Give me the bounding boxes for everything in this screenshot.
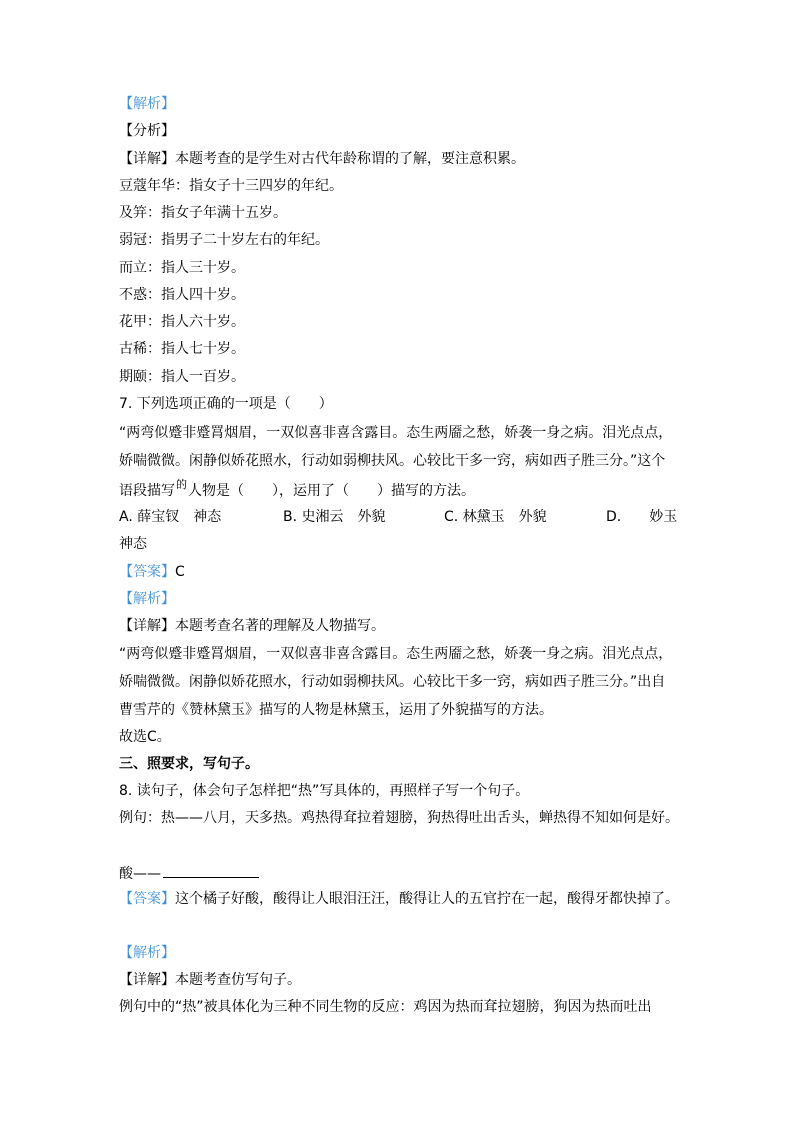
q8-sour-prefix: 酸—— xyxy=(119,866,161,882)
answer-tag: 【答案】 xyxy=(119,564,175,580)
detail2-quote-line1: “两弯似蹙非蹙罥烟眉，一双似喜非喜含露目。态生两靥之愁，娇袭一身之病。泪光点点， xyxy=(119,646,673,662)
answer-blank[interactable] xyxy=(163,863,259,878)
answer-line-8 xyxy=(119,890,679,908)
age-term-line: 古稀：指人七十岁。 xyxy=(119,341,245,357)
answer-tag-8: 【答案】 xyxy=(119,891,175,907)
age-term-line: 而立：指人三十岁。 xyxy=(119,260,245,276)
answer-line xyxy=(119,563,185,581)
detail3-line2: 例句中的“热”被具体化为三种不同生物的反应：鸡因为热而耷拉翅膀，狗因为热而吐出 xyxy=(119,999,652,1015)
question-7: 7. 下列选项正确的一项是（ ） xyxy=(119,396,333,412)
option-d-cont: 神态 xyxy=(119,536,147,552)
detail-line: 【详解】本题考查的是学生对古代年龄称谓的了解，要注意积累。 xyxy=(119,151,525,167)
analysis-tag-2: 【解析】 xyxy=(119,591,175,607)
age-term-line: 花甲：指人六十岁。 xyxy=(119,314,245,330)
q7-l3c: 人物是（ ），运用了（ ）描写的方法。 xyxy=(188,483,475,499)
q8-example: 例句：热——八月，天多热。鸡热得耷拉着翅膀，狗热得吐出舌头，蝉热得不知如何是好。 xyxy=(119,810,679,826)
analysis-tag-3: 【解析】 xyxy=(119,945,175,961)
age-term-line: 不惑：指人四十岁。 xyxy=(119,287,245,303)
q7-l3b: 的 xyxy=(176,478,187,491)
answer-value: C xyxy=(175,564,185,580)
detail-line-2: 【详解】本题考查名著的理解及人物描写。 xyxy=(119,618,385,634)
age-term-line: 豆蔻年华：指女子十三四岁的年纪。 xyxy=(119,178,343,194)
q7-quote-line2: 娇喘微微。闲静似娇花照水，行动如弱柳扶风。心较比干多一窍，病如西子胜三分。”这个 xyxy=(119,453,666,469)
answer-value-8: 这个橘子好酸，酸得让人眼泪汪汪，酸得让人的五官拧在一起，酸得牙都快掉了。 xyxy=(175,891,679,907)
analysis-tag: 【解析】 xyxy=(119,96,175,112)
question-8: 8. 读句子，体会句子怎样把“热”写具体的，再照样子写一个句子。 xyxy=(119,783,530,799)
q7-l3a: 语段描写 xyxy=(119,483,175,499)
detail2-quote-line2: 娇喘微微。闲静似娇花照水，行动如弱柳扶风。心较比干多一窍，病如西子胜三分。”出自 xyxy=(119,674,666,690)
age-term-line: 及笄：指女子年满十五岁。 xyxy=(119,205,287,221)
section-3-heading: 三、照要求，写句子。 xyxy=(119,756,259,772)
option-c: C. 林黛玉 外貌 xyxy=(444,509,547,525)
option-b: B. 史湘云 外貌 xyxy=(283,509,386,525)
option-a: A. 薛宝钗 神态 xyxy=(119,509,222,525)
detail-line-3: 【详解】本题考查仿写句子。 xyxy=(119,972,301,988)
analysis-heading: 【分析】 xyxy=(119,123,175,139)
age-term-line: 期颐：指人一百岁。 xyxy=(119,369,245,385)
age-term-line: 弱冠：指男子二十岁左右的年纪。 xyxy=(119,232,329,248)
q7-quote-line3 xyxy=(119,478,475,501)
option-d: D. 妙玉 xyxy=(606,509,678,525)
q8-sour-line xyxy=(119,863,259,883)
detail2-line3: 曹雪芹的《赞林黛玉》描写的人物是林黛玉，运用了外貌描写的方法。 xyxy=(119,702,553,718)
detail2-line4: 故选C。 xyxy=(119,729,171,745)
q7-quote-line1: “两弯似蹙非蹙罥烟眉，一双似喜非喜含露目。态生两靥之愁，娇袭一身之病。泪光点点， xyxy=(119,425,673,441)
